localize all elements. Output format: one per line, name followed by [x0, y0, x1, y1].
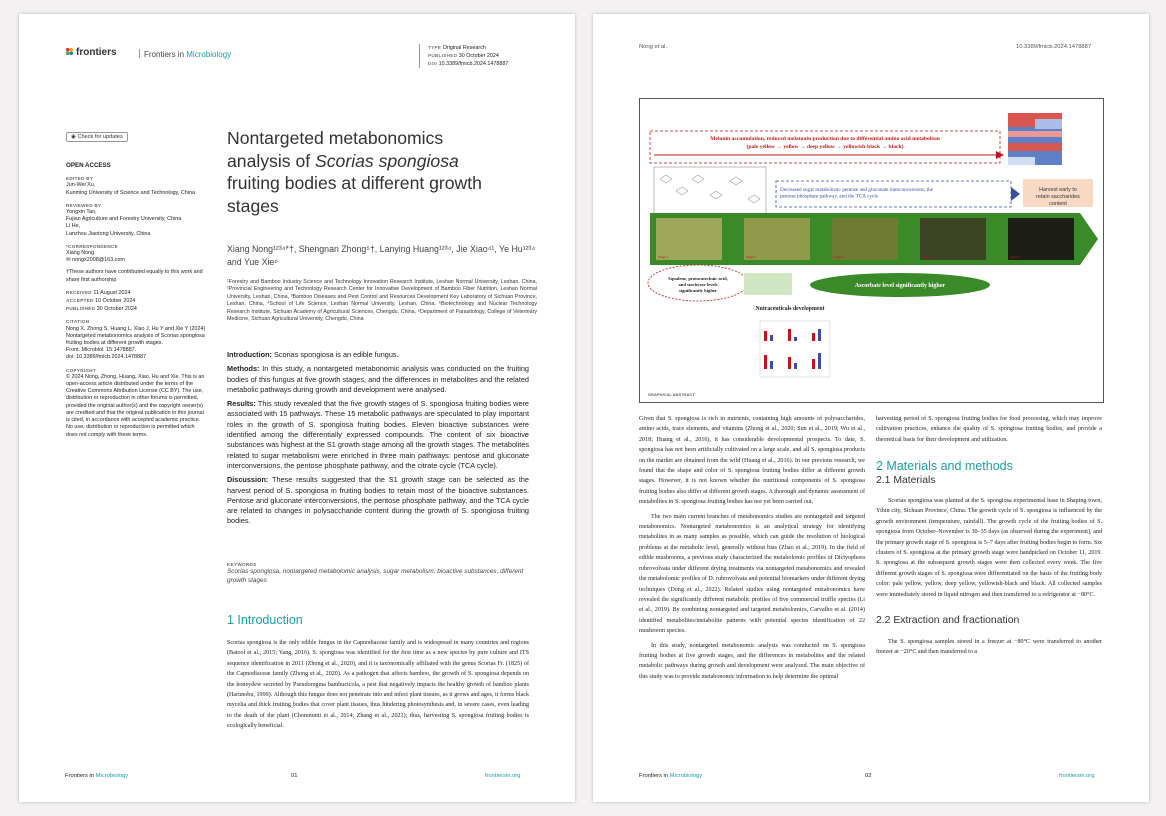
received-date: 11 August 2024: [93, 289, 131, 296]
article-meta: TYPE Original Research PUBLISHED 30 October 2024 DOI 10.3389/fmicb.2024.1478887: [419, 44, 508, 68]
stage-4-image: [920, 218, 986, 260]
copyright: © 2024 Nong, Zhong, Huang, Xiao, Hu and Xie. This is an open-access article distributed under the terms of the Creative Commons Attribution License (CC BY). The use, distribution or reproduction in other forums is permitted, provided the original author(s) and the copyright owner(s) are credited and that the original publication in this journal is cited, in accordance with accepted academic practice. No use, distribution or reproduction is permitted which does not comply with these terms.: [66, 373, 205, 438]
article-title: Nontargeted metabonomics analysis of Scorias spongiosa fruiting bodies at different growth stages: [227, 128, 482, 216]
ascorbate-text: Ascorbate level significantly higher: [854, 283, 946, 289]
stage-5-label: Stage 5: [1010, 255, 1021, 259]
editor: Jun-Wei Xu, Kunming University of Science and Technology, China: [66, 182, 195, 196]
abstract: Introduction: Scorias spongiosa is an edible fungus. Methods: In this study, a nontargeted metabonomic analysis was conducted on the fruiting bodies of this fungus at five growth stages, and the differences in metabolites and the related metabolic pathways during growth and development were analysed. Results: This study revealed that the five growth stages of S. spongiosa fruiting bodies were associated with 15 pathways. These 15 metabolic pathways are speculated to play important roles in the growth of S. spongiosa fruiting bodies. Eleven bioactive substances were identified among the differentially expressed compounds. The content of six bioactive substances was highest at the S1 growth stage among all the growth stages. The metabolites related to sugar metabolism were enriched in three main pathways: pentose and gluconate interconversions, the pentose phosphate pathway, and the citrate cycle (TCA cycle). Discussion: These results suggested that the S1 growth stage can be selected as the harvest period of S. spongiosa in fruiting bodies to retain most of the bioactive substances. Pentose and gluconate interconversions, the pentose phosphate pathway, and the TCA cycle are related to changes in polysaccharide content during the growth of S. spongiosa fruiting bodies.: [227, 350, 529, 526]
footer-journal: Frontiers in Microbiology: [639, 773, 703, 779]
melanin-subtext: (pale yellow → yellow → deep yellow → yellowish-black → black): [746, 144, 904, 150]
open-access-label: OPEN ACCESS: [66, 162, 111, 169]
heatmap: [1008, 113, 1062, 165]
running-head: Nong et al.: [639, 44, 668, 50]
stage-4-label: Stage 4: [922, 255, 933, 259]
correspondence[interactable]: Xiang Nong ✉ nongx2008@163.com: [66, 250, 125, 264]
article-type: Original Research: [442, 45, 486, 51]
footer-site-link[interactable]: frontiersin.org: [485, 773, 521, 779]
stage-3-image: [832, 218, 898, 260]
sugar-metabolism-text: Decreased sugar metabolism: pentose and gluconate interconversions, the pentose phosphate pathway, and the TCA cycle: [780, 187, 933, 200]
journal-name: Frontiers in Microbiology: [139, 49, 231, 59]
published-date: 30 October 2024: [96, 306, 137, 313]
reviewers: Yongxin Tao, Fujian Agriculture and Forestry University, China Li He, Lanzhou Jiaotong University, China: [66, 209, 182, 237]
paragraph: Scorias spongiosa was planted at the S. spongiosa experimental base in Shaping town, Yibin city, Sichuan Province, China. The growth cycle of S. spongiosa is influenced by the growth environment (temperature, rainfall). The growth cycle of the fruiting bodies of S. spongiosa from October–November is 30–35 days (as observed during the experiment), and the primary growth stage of S. spongiosa is 5–7 days after fruiting bodies begin to form. Six clusters of S. spongiosa at the primary growth stage were handpicked on October 11, 2019. S. spongiosa at the subsequent growth stages were then collected every week. The five different growth stages of S. spongiosa were differentiated on the basis of the fruiting body color: pale yellow, yellow, deep yellow, yellowish-black and black. All collected samples were immediately stored in liquid nitrogen and then transferred to a refrigerator at −80°C.: [876, 498, 1102, 598]
page-2: [593, 14, 1149, 802]
stage-3-label: Stage 3: [834, 255, 845, 259]
section-heading-introduction: 1 Introduction: [227, 613, 303, 627]
column-2: [876, 414, 1102, 657]
keyword-list: Scorias spongiosa, nontargeted metabolomic analysis, sugar metabolism, bioactive substances, different growth stages: [227, 568, 524, 584]
section-heading-materials: 2 Materials and methods: [876, 459, 1013, 474]
page-1: [19, 14, 575, 802]
paragraph: In this study, nontargeted metabonomic analysis was conducted on S. spongiosa fruiting bodies at five growth stages, and the differences in metabolites and the related metabolic pathways during growth and development were analyzed. The main objective of this study was to provide metabonomic information to help determine the optimal: [639, 642, 865, 680]
footer-site-link[interactable]: frontiersin.org: [1059, 773, 1095, 779]
chemical-structures: [654, 167, 766, 217]
introduction-text: Scorias spongiosa is the only edible fungus in the Capnodiaceae family and is widespread in many countries and regions (Batool et al., 2015; Yang, 2016). S. spongiosa was identified for the first time as a new species by pure culture and ITS sequence identification in 2011 (Zhong et al., 2020), and it is taxonomically affiliated with the genus Scorias Fr. (1825) of the Capnodiaceae family (Zhong et al., 2020). As a pathogen that affects bamboo, the growth of S. spongiosa depends on the honeydew secreted by Pseudoregma bambucicola, a pest that negatively impacts the healthy growth of bamboo plants (Harunobu, 1999). Although this fungus does not penetrate into and infect plant tissues, as it grows and ages, it forms black mycelia and thick fruiting bodies that cover plant tissues, thus hindering photosynthesis and, in severe cases, even leading to the death of the plant (Chomnunti et al., 2014; Zhang et al., 2021); thus, harvesting S. spongiosa fruiting bodies is ecologically beneficial.: [227, 640, 529, 730]
paragraph: Given that S. spongiosa is rich in nutrients, containing high amounts of polysaccharides, amino acids, trace elements, and vitamins (Zhong et al., 2020; Sun et al., 2019; Wu et al., 2018; Huang et al., 2016), it has considerable developmental prospects. To date, S. spongiosa has not been artificially cultivated on a large scale, and all S. spongiosa products on the market are obtained from the wild (Huang et al., 2016). In our previous research, we found that the shape and color of S. spongiosa fruiting bodies differ at different growth stages. However, it is not known whether the nutritional components of S. spongiosa fruiting bodies also differ at different growth stages. A thorough and dynamic assessment of metabolites in S. spongiosa fruiting bodies has not yet been carried out.: [639, 416, 865, 506]
keywords: KEYWORDS Scorias spongiosa, nontargeted metabolomic analysis, sugar metabolism, bioactive substances, different growth stages: [227, 562, 527, 585]
footer-journal: Frontiers in Microbiology: [65, 773, 129, 779]
nutra-arrow-box: [744, 273, 792, 295]
graphical-abstract: [639, 98, 1104, 403]
stage-2-label: Stage 2: [746, 255, 757, 259]
harvest-text: Harvest early to retain saccharides content: [1036, 187, 1080, 207]
frontiers-leaf-icon: [65, 47, 74, 56]
graphical-abstract-figure: [640, 99, 1103, 402]
page-number: 02: [865, 773, 872, 779]
nutraceuticals-text: Nutraceuticals development: [755, 306, 825, 312]
paragraph: The two main current branches of metabonomics studies are nontargeted and targeted metabonomics. Nontargeted metabonomics is an analytical strategy for identifying metabolites in as many samples as possible, which can guide the resolution of biological problems at the metabolic level, generally without bias (Zhao et al., 2019). In the field of edible mushrooms, a previous study characterized the metabolomic profiles of Dictyophora rubrovolvata under different drying treatments via nontargeted metabonomics and revealed the metabolomic profiles of D. rubrovolvata and potential biomarkers under different drying techniques (Dong et al., 2022). Related studies using nontargeted metabonomics have revealed the significantly different metabolic profiles of five commercial truffle species (Li et al., 2019). By combining nontargeted and targeted metabolomics, Carvalho et al. (2014) identified metabolites/metabolite patterns with potential species identification of 22 mushroom species.: [639, 513, 865, 635]
subsection-heading-materials: 2.1 Materials: [876, 474, 936, 486]
stage-5-image: [1008, 218, 1074, 260]
affiliations: ¹Forestry and Bamboo Industry Science and Technology Innovation Research Institute, Leshan Normal University, Leshan, China, ²Provincial Engineering and Technology Research Center for Innovative Development of Bamboo Fiber Nutrition, Leshan Normal University, Leshan, China, ³Bamboo Diseases and Pest Control and Resources Development Key Laboratory of Sichuan Province, Leshan, China, ⁴School of Life Science, Leshan Normal University, Leshan, China, ⁵Biotechnology and Nuclear Technology Research Institute, Sichuan Academy of Agricultural Sciences, Chengdu, China, ⁶Department of Parasitology, College of Veterinary Medicine, Sichuan Agricultural University, Chengdu, China: [227, 279, 537, 323]
author-list: Xiang Nong¹²³⁴*†, Shengnan Zhong⁵†, Lanying Huang¹²³⁴, Jie Xiao⁴¹, Ye Hu¹²³⁴ and Yue Xie⁶: [227, 244, 536, 267]
squalene-text: Squalene, protocatechuic acid, and stachyose levels significantly higher: [668, 276, 728, 293]
publish-date: 30 October 2024: [458, 53, 499, 59]
brand-name: frontiers: [76, 47, 117, 58]
paragraph: harvesting period of S. spongiosa fruiting bodies for food processing, which may improve cultivation practices, enhance the quality of S. spongiosa fruiting bodies, and provide a theoretical basis for their development and utilization.: [876, 416, 1102, 443]
graphical-abstract-caption: GRAPHICAL ABSTRACT: [648, 392, 695, 397]
stage-2-image: [744, 218, 810, 260]
melanin-text: Melanin accumulation, reduced melatonin production due to differential amino acid metabolism: [710, 136, 940, 142]
equal-contribution-note: †These authors have contributed equally to this work and share first authorship: [66, 269, 203, 283]
paragraph: The S. spongiosa samples stored in a freezer at −80°C were transferred to another freezer at −20°C and then transferred to a: [876, 638, 1102, 655]
stage-1-label: Stage 1: [658, 255, 669, 259]
header-doi[interactable]: 10.3389/fmicb.2024.1478887: [1016, 44, 1092, 50]
stage-1-image: [656, 218, 722, 260]
doi[interactable]: 10.3389/fmicb.2024.1478887: [438, 61, 509, 67]
subsection-heading-extraction: 2.2 Extraction and fractionation: [876, 615, 1020, 627]
accepted-date: 10 October 2024: [95, 298, 136, 305]
bar-chart-thumbnails: [760, 321, 830, 377]
check-updates-button[interactable]: ◉ Check for updates: [66, 132, 128, 142]
frontiers-logo[interactable]: [65, 47, 117, 58]
citation: Nong X, Zhong S, Huang L, Xiao J, Hu Y and Xie Y (2024) Nontargeted metabonomics analysis of Scorias spongiosa fruiting bodies at different growth stages. Front. Microbiol. 15:1478887. doi: 10.3389/fmicb.2024.1478887: [66, 325, 206, 361]
sidebar-info: OPEN ACCESS EDITED BY Jun-Wei Xu, Kunming University of Science and Technology, China REVIEWED BY Yongxin Tao, Fujian Agriculture and Forestry University, China Li He, Lanzhou Jiaotong University, China *CORRESPONDENCE Xiang Nong ✉ nongx2008@163.com †These authors have contributed equally to this work and share first authorship RECEIVED 11 August 2024 ACCEPTED 10 October 2024 PUBLISHED 30 October 2024 CITATION Nong X, Zhong S, Huang L, Xiao J, Hu Y and Xie Y (2024) Nontargeted metabonomics analysis of Scorias spongiosa fruiting bodies at different growth stages. Front. Microbiol. 15:1478887. doi: 10.3389/fmicb.2024.1478887 COPYRIGHT © 2024 Nong, Zhong, Huang, Xiao, Hu and Xie. This is an open-access article distributed under the terms of the Creative Commons Attribution License (CC BY). The use, distribution or reproduction in other forums is permitted, provided the original author(s) and the copyright owner(s) are credited and that the original publication in this journal is cited, in accordance with accepted academic practice. No use, distribution or reproduction is permitted which does not comply with these terms.: [66, 162, 206, 438]
page-number: 01: [291, 773, 298, 779]
column-1: [639, 414, 865, 682]
